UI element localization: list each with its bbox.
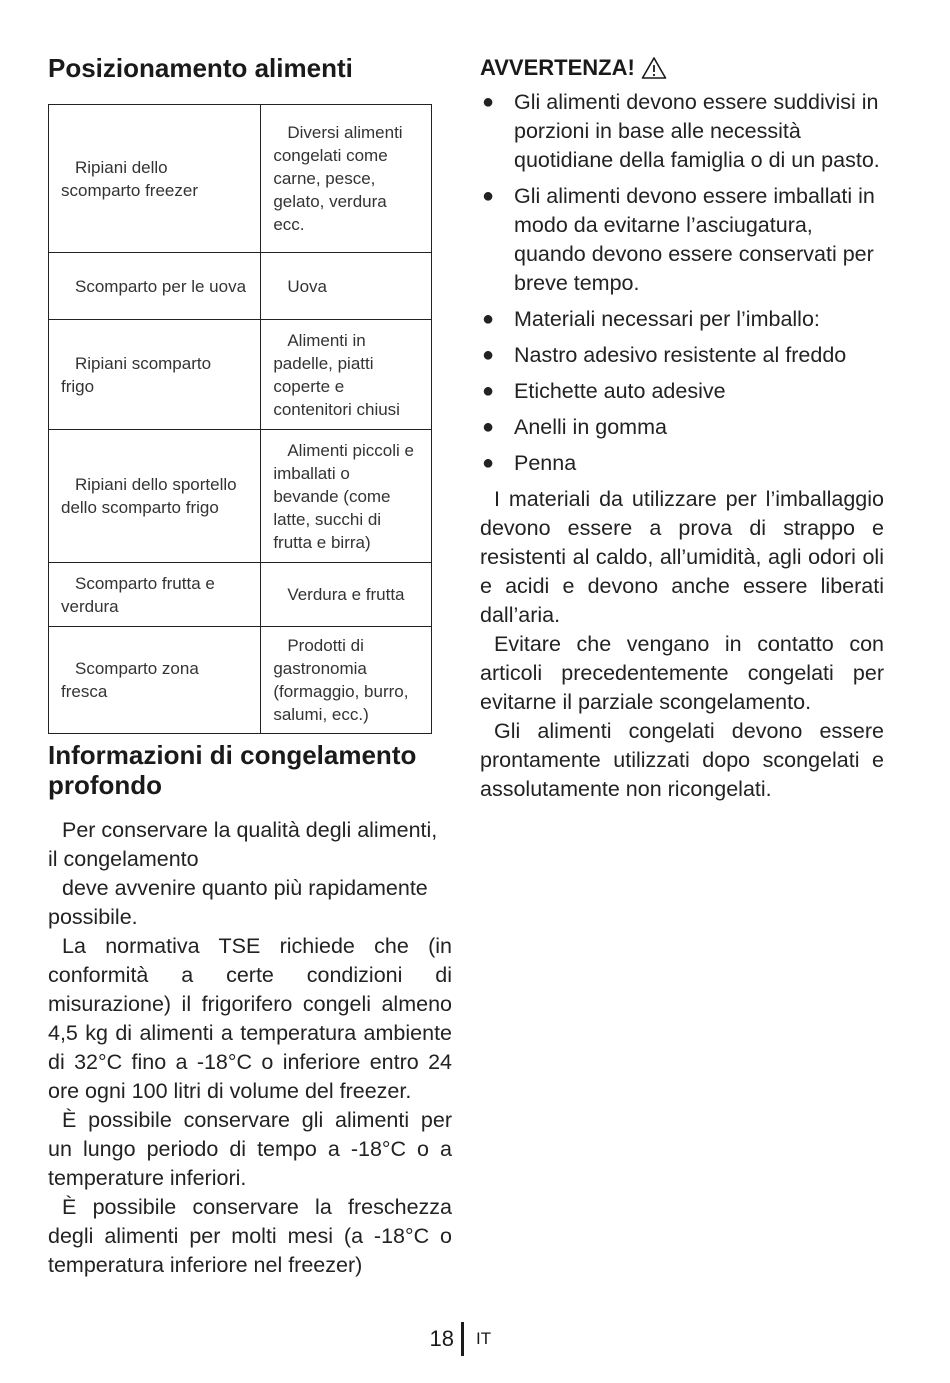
table-cell-food: Prodotti di gastronomia (formaggio, burro, salumi, ecc.) (261, 627, 432, 734)
table-row (49, 430, 432, 563)
food-placement-table (48, 104, 432, 734)
bullet-icon: ● (482, 380, 495, 402)
table-row (49, 563, 432, 627)
bullet-icon: ● (482, 416, 495, 438)
paragraph: Per conservare la qualità degli alimenti, il congelamento (48, 818, 438, 871)
paragraph: La normativa TSE richiede che (in conformità a certe condizioni di misurazione) il frigorifero congeli almeno 4,5 kg di alimenti a temperatura ambiente di 32°C fino a -18°C o inferiore entro 24 ore ogni 100 litri di volume del freezer. (48, 934, 452, 1103)
table-cell-place: Scomparto per le uova (49, 253, 261, 320)
paragraph: È possibile conservare la freschezza degli alimenti per molti mesi (a -18°C o temperatura inferiore nel freezer) (48, 1195, 452, 1277)
paragraph: deve avvenire quanto più rapidamente possibile. (48, 876, 428, 929)
right-column (480, 50, 884, 804)
table-row (49, 320, 432, 430)
bullet-icon: ● (482, 91, 495, 113)
warning-heading (480, 50, 884, 86)
paragraph: Gli alimenti congelati devono essere prontamente utilizzati dopo scongelati e assolutamente non ricongelati. (480, 719, 884, 801)
table-row (49, 253, 432, 320)
paragraph: È possibile conservare gli alimenti per un lungo periodo di tempo a -18°C o a temperature inferiori. (48, 1108, 452, 1190)
list-item: ● Materiali necessari per l’imballo: (480, 305, 884, 334)
warning-title: AVVERTENZA! (480, 55, 635, 80)
footer-divider (461, 1322, 464, 1356)
bullet-icon: ● (482, 308, 495, 330)
list-item: ● Gli alimenti devono essere suddivisi in porzioni in base alle necessità quotidiane della famiglia o di un pasto. (482, 90, 880, 172)
table-cell-food: Alimenti in padelle, piatti coperte e contenitori chiusi (261, 320, 432, 430)
list-item: ● Nastro adesivo resistente al freddo (480, 341, 884, 370)
list-item: ● Anelli in gomma (480, 413, 884, 442)
bullet-icon: ● (482, 344, 495, 366)
page-footer (0, 1322, 950, 1358)
table-cell-food: Alimenti piccoli e imballati o bevande (come latte, succhi di frutta e birra) (261, 430, 432, 563)
table-cell-food: Verdura e frutta (261, 563, 432, 627)
warning-triangle-icon (641, 56, 667, 80)
list-item: ● Penna (480, 449, 884, 478)
table-cell-place: Scomparto frutta e verdura (49, 563, 261, 627)
paragraph: Evitare che vengano in contatto con articoli precedentemente congelati per evitarne il parziale scongelamento. (480, 632, 884, 714)
table-cell-place: Ripiani scomparto frigo (49, 320, 261, 430)
page-number: 18 (429, 1326, 454, 1351)
table-cell-food: Uova (261, 253, 432, 320)
left-column (48, 50, 452, 1280)
table-cell-place: Scomparto zona fresca (49, 627, 261, 734)
warning-list (480, 88, 884, 478)
section-title-food-placement: Posizionamento alimenti (48, 53, 353, 83)
table-row (49, 627, 432, 734)
table-cell-place: Ripiani dello scomparto freezer (49, 105, 261, 253)
paragraph: I materiali da utilizzare per l’imballaggio devono essere a prova di strappo e resistenti al caldo, all’umidità, agli odori oli e acidi e devono anche essere liberati dall’aria. (480, 487, 884, 627)
bullet-icon: ● (482, 185, 495, 207)
language-code: IT (476, 1329, 492, 1348)
table-cell-food: Diversi alimenti congelati come carne, pesce, gelato, verdura ecc. (261, 105, 432, 253)
list-item: ● Etichette auto adesive (480, 377, 884, 406)
list-item: ● Gli alimenti devono essere imballati in modo da evitarne l’asciugatura, quando devono essere conservati per breve tempo. (482, 184, 875, 295)
table-cell-place: Ripiani dello sportello dello scomparto frigo (49, 430, 261, 563)
table-row (49, 105, 432, 253)
bullet-icon: ● (482, 452, 495, 474)
section-title-deep-freezing: Informazioni di congelamento profondo (48, 740, 417, 800)
